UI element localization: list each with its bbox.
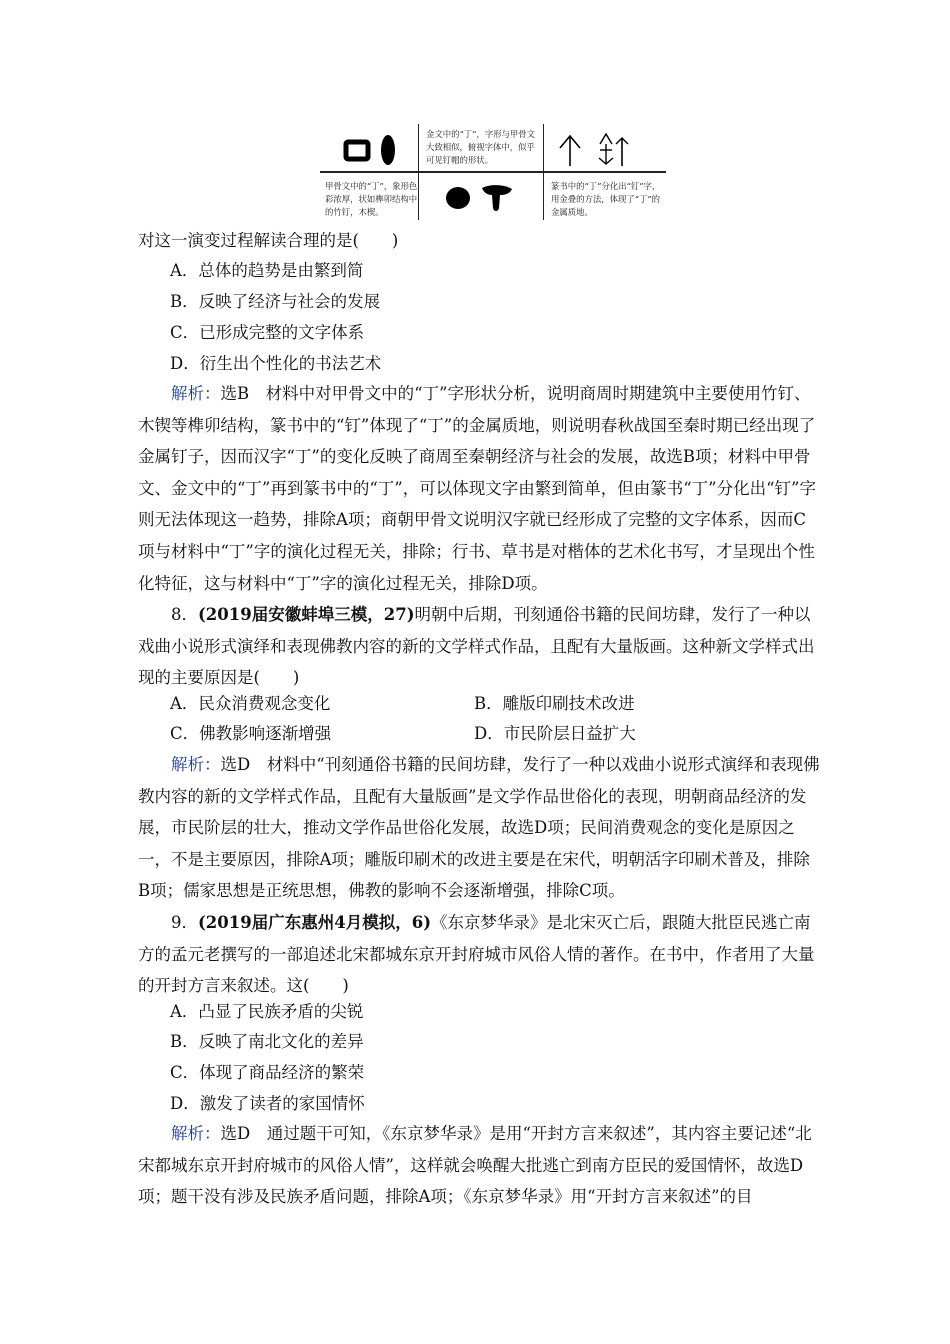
bronze-inscription-caption: 金文中的“丁”，字形与甲骨文大致相似，俯视字体中，似乎可见钉帽的形状。 bbox=[426, 129, 536, 165]
q9-option-b: B．反映了南北文化的差异 bbox=[170, 1032, 364, 1051]
seal-script-ding-glyph bbox=[556, 130, 636, 170]
q7-option-b: B．反映了经济与社会的发展 bbox=[170, 292, 381, 311]
oracle-bone-caption: 甲骨文中的“丁”，象形色彩浓厚，状如榫卯结构中的竹钉，木楔。 bbox=[325, 181, 418, 217]
timeline-divider bbox=[543, 124, 544, 220]
q9-block bbox=[138, 907, 820, 1002]
bronze-inscription-ding-glyph bbox=[444, 178, 514, 218]
q7-stem: 对这一演变过程解读合理的是( ) bbox=[138, 231, 399, 250]
analysis-label: 解析： bbox=[171, 384, 221, 403]
q8-option-b: B．雕版印刷技术改进 bbox=[474, 694, 635, 713]
q8-source: (2019届安徽蚌埠三模，27) bbox=[198, 605, 415, 624]
q7-analysis-text: 选B 材料中对甲骨文中的“丁”字形状分析，说明商周时期建筑中主要使用竹钉、木锲等榫卯结构，篆书中的“钉”体现了“丁”的金属质地，则说明春秋战国至秦时期已经出现了金属钉子，因而汉字“丁”的变化反映了商周至秦朝经济与社会的发展，故选B项；材料中甲骨文、金文中的“丁”再到篆书中的“丁”，可以体现文字由繁到简单，但由篆书“丁”分化出“钉”字则无法体现这一趋势，排除A项；商朝甲骨文说明汉字就已经形成了完整的文字体系，因而C项与材料中“丁”字的演化过程无关，排除；行书、草书是对楷体的艺术化书写，才呈现出个性化特征，这与材料中“丁”字的演化过程无关，排除D项。 bbox=[138, 384, 816, 593]
q8-stem: 明朝中后期，刊刻通俗书籍的民间坊肆，发行了一种以戏曲小说形式演绎和表现佛教内容的新的文学样式作品，且配有大量版画。这种新文学样式出现的主要原因是( ) bbox=[138, 605, 815, 688]
q8-analysis bbox=[138, 749, 820, 907]
q9-option-d: D．激发了读者的家国情怀 bbox=[170, 1094, 365, 1113]
analysis-label: 解析： bbox=[171, 1124, 221, 1143]
q8-number: 8． bbox=[171, 605, 198, 624]
q9-stem: 《东京梦华录》是北宋灭亡后，跟随大批臣民逃亡南方的孟元老撰写的一部追述北宋都城东京开封府城市风俗人情的著作。在书中，作者用了大量的开封方言来叙述。这( ) bbox=[138, 913, 815, 996]
q9-option-a: A．凸显了民族矛盾的尖锐 bbox=[170, 1002, 364, 1021]
timeline-axis bbox=[320, 171, 666, 173]
q7-option-a: A．总体的趋势是由繁到简 bbox=[170, 261, 364, 280]
q7-option-d: D．衍生出个性化的书法艺术 bbox=[170, 354, 382, 373]
q9-analysis-text: 选D 通过题干可知，《东京梦华录》是用“开封方言来叙述”，其内容主要记述“北宋都城东京开封府城市的风俗人情”，这样就会唤醒大批逃亡到南方臣民的爱国情怀，故选D项；题干没有涉及民族矛盾问题，排除A项；《东京梦华录》用“开封方言来叙述”的目 bbox=[138, 1124, 812, 1207]
timeline-divider bbox=[418, 124, 419, 220]
q8-option-a: A．民众消费观念变化 bbox=[170, 694, 331, 713]
q8-block bbox=[138, 599, 820, 694]
analysis-label: 解析： bbox=[171, 755, 221, 774]
q9-option-c: C．体现了商品经济的繁荣 bbox=[170, 1063, 365, 1082]
q9-number: 9． bbox=[171, 913, 198, 932]
character-evolution-figure bbox=[320, 122, 666, 222]
q8-option-d: D．市民阶层日益扩大 bbox=[474, 724, 636, 743]
oracle-bone-ding-glyph bbox=[343, 132, 399, 168]
seal-script-caption: 篆书中的“丁”分化出“钉”字，用金叠的方法，体现了“丁”的金属质地。 bbox=[551, 181, 661, 217]
q9-source: (2019届广东惠州4月模拟，6) bbox=[198, 913, 431, 932]
q8-analysis-text: 选D 材料中“刊刻通俗书籍的民间坊肆，发行了一种以戏曲小说形式演绎和表现佛教内容的新的文学样式作品，且配有大量版画”是文学作品世俗化的表现，明朝商品经济的发展，市民阶层的壮大，推动文学作品世俗化发展，故选D项；民间消费观念的变化是原因之一，不是主要原因，排除A项；雕版印刷术的改进主要是在宋代，明朝活字印刷术普及，排除B项；儒家思想是正统思想，佛教的影响不会逐渐增强，排除C项。 bbox=[138, 755, 820, 901]
q7-option-c: C．已形成完整的文字体系 bbox=[170, 323, 365, 342]
q7-analysis bbox=[138, 378, 820, 599]
q9-analysis bbox=[138, 1118, 820, 1213]
q8-option-c: C．佛教影响逐渐增强 bbox=[170, 724, 332, 743]
